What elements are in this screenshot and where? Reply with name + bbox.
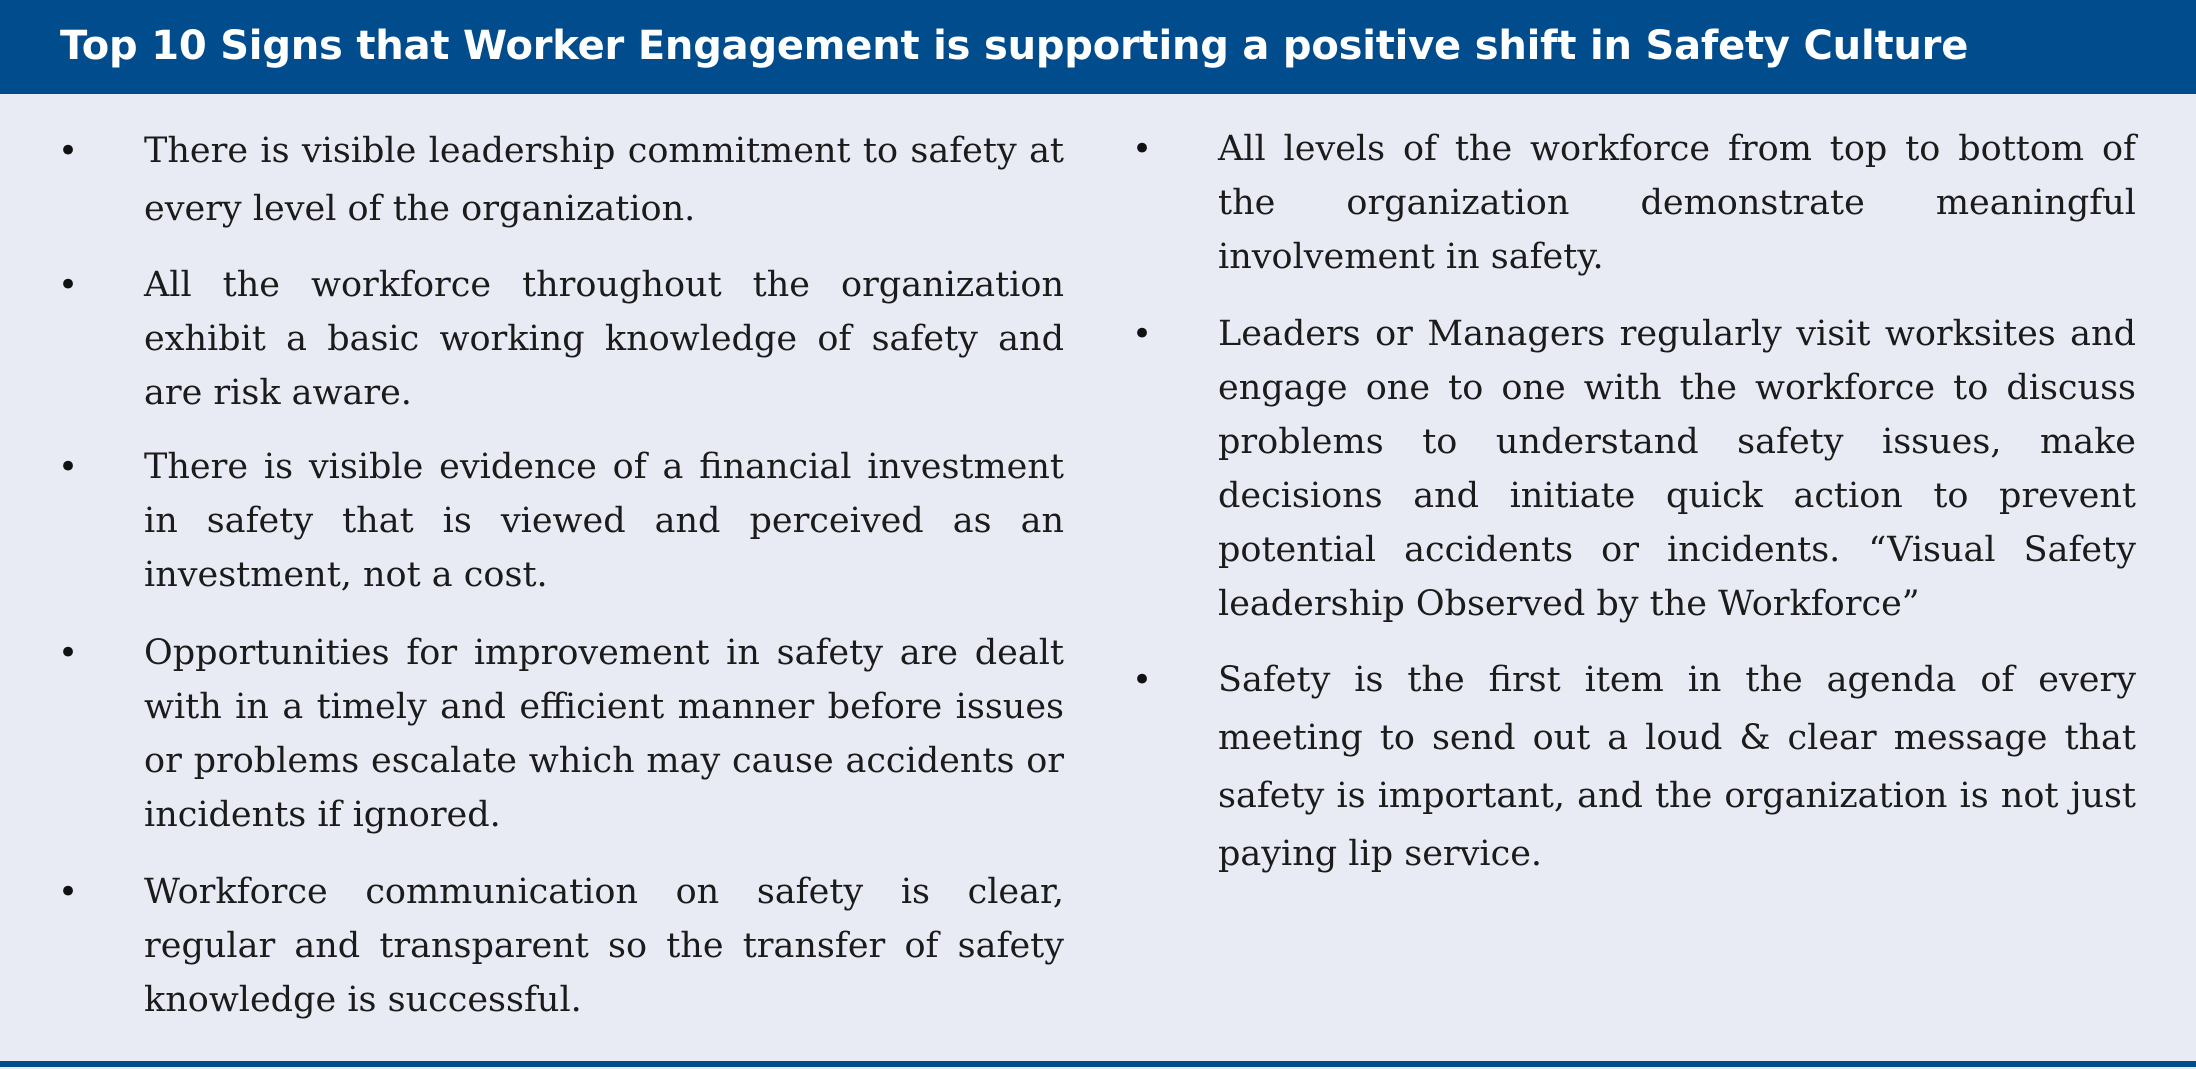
header-bar [0,0,2196,94]
list-item [58,258,1064,420]
bullet-icon: • [1132,660,1153,700]
list-item-text: Opportunities for improvement in safety are dealt with in a timely and efficient manner before issues or problems escalate which may cause accidents or incidents if ignored. [144,633,1064,835]
list-item [1132,307,2136,631]
list-item-text: Workforce communication on safety is clear, regular and transparent so the transfer of safety knowledge is successful. [144,872,1064,1020]
list-item-text: All levels of the workforce from top to bottom of the organization demonstrate meaningful involvement in safety. [1218,129,2136,277]
bullet-icon: • [1132,314,1153,354]
list-item [1132,122,2136,284]
list-item [1132,651,2136,883]
right-bullet-list [1132,122,2136,883]
left-bullet-list [58,122,1064,1027]
list-item-text: Leaders or Managers regularly visit worksites and engage one to one with the workforce to discuss problems to understand safety issues, make decisions and initiate quick action to prevent potential accidents or incidents. “Visual Safety leadership Observed by the Workforce” [1218,314,2136,624]
bullet-icon: • [1132,129,1153,169]
list-item-text: There is visible leadership commitment to safety at every level of the organization. [144,131,1064,229]
page-title: Top 10 Signs that Worker Engagement is supporting a positive shift in Safety Culture [60,23,1969,69]
list-item-text: All the workforce throughout the organization exhibit a basic working knowledge of safety and are risk aware. [144,265,1064,413]
bottom-rule [0,1061,2196,1067]
list-item [58,440,1064,602]
bullet-icon: • [58,633,79,673]
list-item [58,626,1064,842]
list-item [58,122,1064,238]
bullet-icon: • [58,131,79,171]
list-item-text: Safety is the first item in the agenda of every meeting to send out a loud & clear message that safety is important, and the organization is not just paying lip service. [1218,660,2136,874]
bullet-icon: • [58,872,79,912]
list-item-text: There is visible evidence of a financial investment in safety that is viewed and perceived as an investment, not a cost. [144,447,1064,595]
list-item [58,865,1064,1027]
bullet-icon: • [58,447,79,487]
bullet-icon: • [58,265,79,305]
